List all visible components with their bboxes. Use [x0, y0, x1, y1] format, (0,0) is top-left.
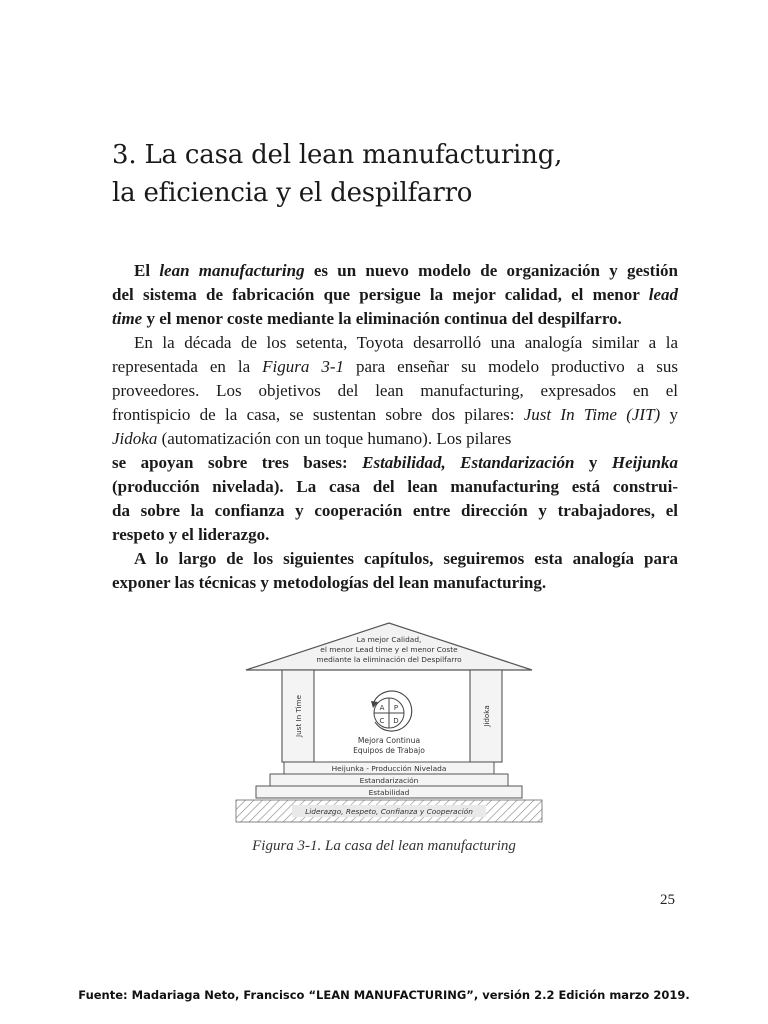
- paragraph-2-line-1: En la década de los setenta, Toyota desarrolló una analogía similar a la: [134, 333, 678, 352]
- pdca-p: P: [393, 704, 399, 712]
- roof-text-line-2: el menor Lead time y el menor Coste: [320, 645, 458, 654]
- paragraph-3-line-1: A lo largo de los siguientes capítulos, seguiremos esta analogía para: [134, 549, 678, 568]
- paragraph-1-line-1: [112, 259, 678, 283]
- text-run: y el menor coste mediante la eliminación continua del despilfarro.: [142, 309, 622, 328]
- roof-text-line-3: mediante la eliminación del Despilfarro: [316, 655, 462, 664]
- center-text-line-1: Mejora Continua: [357, 736, 421, 745]
- paragraph-2-line-3: proveedores. Los objetivos del lean manufacturing, expresados en el: [112, 381, 678, 400]
- chapter-title: [112, 136, 712, 212]
- paragraph-2-line-2: [112, 355, 678, 379]
- text-run-italic: lead: [648, 285, 678, 304]
- text-run: (automatización con un toque humano). Los pilares: [157, 429, 512, 448]
- text-run: El: [134, 261, 160, 280]
- text-run: se apoyan sobre tres bases:: [112, 453, 363, 472]
- figure-caption: Figura 3-1. La casa del lean manufacturing: [252, 838, 516, 854]
- pdca-c: C: [379, 717, 385, 725]
- chapter-title-line-1: 3. La casa del lean manufacturing,: [112, 140, 563, 170]
- lean-house-diagram: [232, 618, 546, 830]
- text-run-italic: Figura 3-1: [262, 357, 344, 376]
- text-run-italic: Estabilidad, Estandarización: [362, 453, 575, 472]
- text-run: representada en la: [112, 357, 263, 376]
- body-text: [112, 259, 678, 595]
- lean-house-figure: [232, 618, 546, 830]
- paragraph-2-line-9: respeto y el liderazgo.: [112, 525, 270, 544]
- text-run: del sistema de fabricación que persigue la mejor calidad, el menor: [112, 285, 649, 304]
- text-run: y: [574, 453, 612, 472]
- roof-text-line-1: La mejor Calidad,: [356, 635, 422, 644]
- chapter-title-line-2: la eficiencia y el despilfarro: [112, 178, 473, 208]
- paragraph-3-line-2: exponer las técnicas y metodologías del lean manufacturing.: [112, 573, 547, 592]
- text-run: es un nuevo modelo de organización y gestión: [304, 261, 678, 280]
- text-run: y: [660, 405, 678, 424]
- pdca-a: A: [379, 704, 385, 712]
- pdca-cycle-icon: [371, 691, 412, 731]
- text-run-italic: Just In Time (JIT): [523, 405, 661, 424]
- pdca-d: D: [393, 717, 399, 725]
- pillar-left-label: Just In Time: [294, 694, 303, 738]
- paragraph-2-line-4: [112, 403, 678, 427]
- pillar-right-label: Jidoka: [482, 705, 491, 727]
- source-note: Fuente: Madariaga Neto, Francisco “LEAN MANUFACTURING”, versión 2.2 Edición marzo 2019.: [78, 988, 690, 1002]
- paragraph-1-line-3: [112, 307, 678, 331]
- paragraph-1-line-2: [112, 283, 678, 307]
- text-run-italic: time: [112, 309, 143, 328]
- step-estandarizacion-label: Estandarización: [359, 776, 419, 785]
- text-run: frontispicio de la casa, se sustentan sobre dos pilares:: [112, 405, 524, 424]
- paragraph-2-line-5: [112, 427, 678, 451]
- paragraph-2-line-8: da sobre la confianza y cooperación entre dirección y trabajadores, el: [112, 501, 678, 520]
- page-number: 25: [660, 892, 675, 908]
- text-run: para enseñar su modelo productivo a sus: [343, 357, 678, 376]
- text-run-italic: Heijunka: [611, 453, 678, 472]
- step-heijunka-label: Heijunka - Producción Nivelada: [331, 764, 447, 773]
- center-text-line-2: Equipos de Trabajo: [353, 746, 425, 755]
- text-run-italic: Jidoka: [112, 429, 158, 448]
- paragraph-2-line-6: [112, 451, 678, 475]
- text-run-italic: lean manufacturing: [159, 261, 305, 280]
- paragraph-2-line-7: (producción nivelada). La casa del lean manufacturing está construi-: [112, 477, 678, 496]
- foundation-label: Liderazgo, Respeto, Confianza y Cooperación: [305, 807, 473, 816]
- step-estabilidad-label: Estabilidad: [368, 788, 410, 797]
